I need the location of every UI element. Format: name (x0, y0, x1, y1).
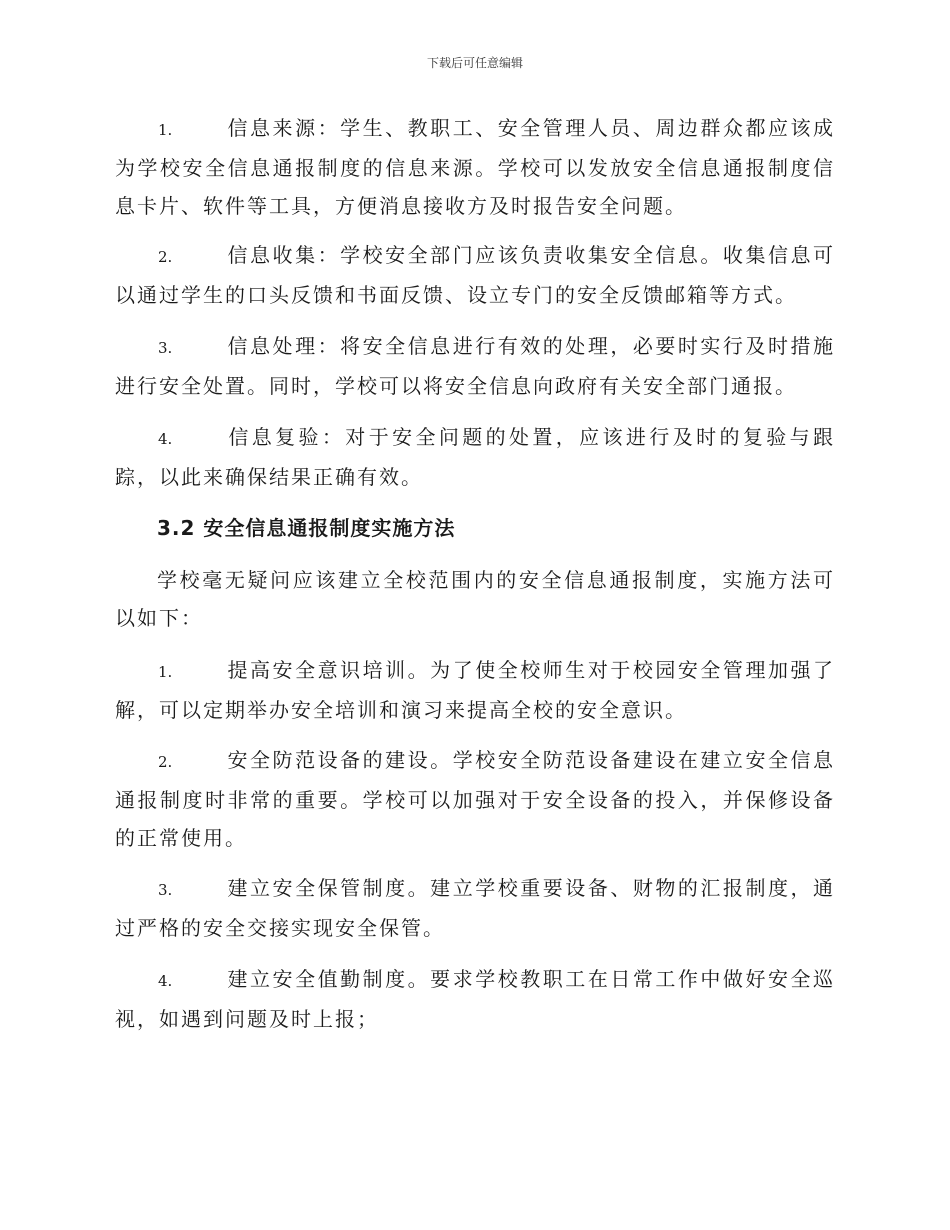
page-header: 下载后可任意编辑 (426, 56, 523, 70)
list-item-text: 提高安全意识培训。为了使全校师生对于校园安全管理加强了解，可以定期举办安全培训和演习来提高全校的安全意识。 (115, 658, 835, 722)
list-item (115, 960, 835, 1038)
list-item (115, 869, 835, 947)
list-item-text: 安全防范设备的建设。学校安全防范设备建设在建立安全信息通报制度时非常的重要。学校可以加强对于安全设备的投入，并保修设备的正常使用。 (115, 748, 835, 850)
list-item (115, 651, 835, 729)
section-heading: 3.2 安全信息通报制度实施方法 (157, 516, 456, 540)
list-number: 2. (158, 753, 173, 771)
list-number: 2. (158, 248, 173, 266)
list-number: 1. (158, 663, 173, 681)
list-item-text: 信息来源：学生、教职工、安全管理人员、周边群众都应该成为学校安全信息通报制度的信息来源。学校可以发放安全信息通报制度信息卡片、软件等工具，方便消息接收方及时报告安全问题。 (115, 116, 835, 218)
list-number: 3. (158, 881, 173, 899)
section-intro: 学校毫无疑问应该建立全校范围内的安全信息通报制度，实施方法可以如下： (115, 568, 835, 630)
list-item-text: 信息复验：对于安全问题的处置，应该进行及时的复验与跟踪，以此来确保结果正确有效。 (115, 425, 835, 489)
list-item (115, 741, 835, 857)
list-item (115, 236, 835, 314)
list-item-text: 建立安全保管制度。建立学校重要设备、财物的汇报制度，通过严格的安全交接实现安全保管。 (115, 876, 835, 940)
list-number: 1. (158, 121, 173, 139)
list-number: 3. (158, 339, 173, 357)
list-item-text: 信息收集：学校安全部门应该负责收集安全信息。收集信息可以通过学生的口头反馈和书面反馈、设立专门的安全反馈邮箱等方式。 (115, 243, 835, 307)
list-item-text: 建立安全值勤制度。要求学校教职工在日常工作中做好安全巡视，如遇到问题及时上报； (115, 967, 835, 1031)
list-number: 4. (158, 972, 173, 990)
list-item (115, 109, 835, 225)
list-item (115, 327, 835, 405)
list-item (115, 418, 835, 496)
list-item-text: 信息处理：将安全信息进行有效的处理，必要时实行及时措施进行安全处置。同时，学校可以将安全信息向政府有关安全部门通报。 (115, 334, 835, 398)
list-number: 4. (158, 430, 173, 448)
